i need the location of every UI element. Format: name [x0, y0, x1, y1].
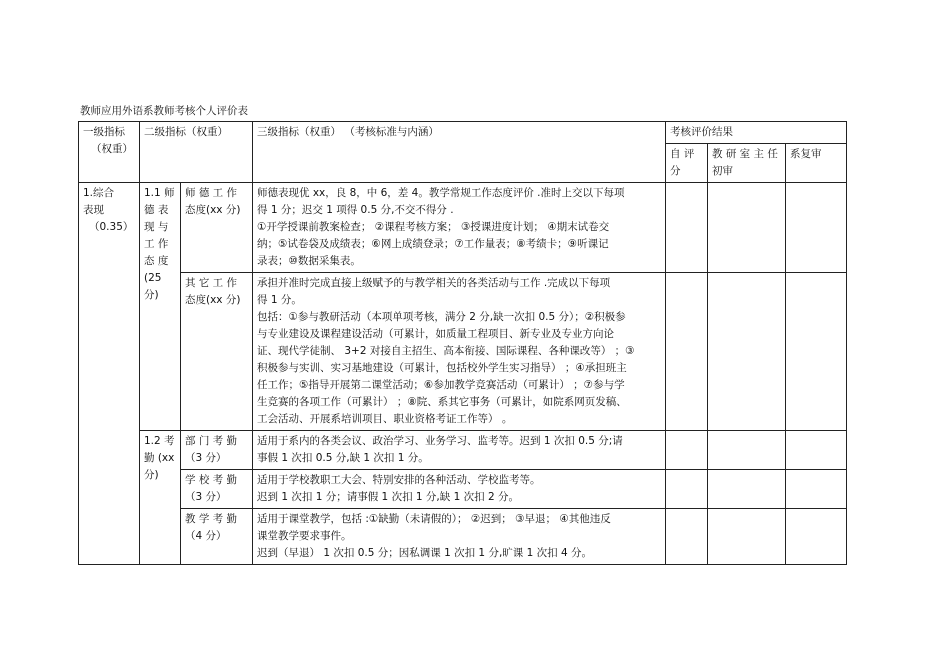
desc-line: 迟到（早退） 1 次扣 0.5 分；因私调课 1 次扣 1 分,旷课 1 次扣 4 分。: [257, 547, 592, 559]
item-school-attendance-desc: [253, 470, 666, 509]
desc-line: 事假 1 次扣 0.5 分,缺 1 次扣 1 分。: [257, 452, 429, 464]
desc-line: 与专业建设及课程建设活动（可累计，如质量工程项目、新专业及专业方向论: [257, 328, 614, 340]
level1-cell: [79, 183, 140, 565]
header-director-review: [708, 144, 786, 183]
self-score-cell[interactable]: [666, 509, 708, 565]
director-review-cell[interactable]: [708, 273, 786, 431]
self-score-cell[interactable]: [666, 431, 708, 470]
item-dept-attendance-name: [181, 431, 253, 470]
desc-line: 录表；⑩数据采集表。: [257, 255, 361, 267]
item-school-attendance-name: [181, 470, 253, 509]
item-dept-name-2: （3 分）: [185, 452, 227, 464]
item-teaching-attendance-name: [181, 509, 253, 565]
group1-label-1: 1.1 师: [144, 187, 175, 199]
desc-line: 师德表现优 xx，良 8，中 6，差 4。教学常规工作态度评价 .准时上交以下每项: [257, 187, 625, 199]
header-self-line2: 分: [670, 165, 681, 177]
desc-line: 承担并准时完成直接上级赋予的与教学相关的各类活动与工作 .完成以下每项: [257, 277, 611, 289]
header-result: 考核评价结果: [666, 122, 847, 144]
desc-line: 工会活动、开展系培训项目、职业资格考证工作等） 。: [257, 413, 513, 425]
item-school-name-1: 学 校 考 勤: [185, 474, 238, 486]
header-level3: 三级指标（权重） （考核标准与内涵）: [253, 122, 666, 183]
item-other-work-desc: [253, 273, 666, 431]
desc-line: 生竞赛的各项工作（可累计） ；⑧院、系其它事务（可累计，如院系网页发稿、: [257, 396, 627, 408]
document-title: 教师应用外语系教师考核个人评价表: [80, 105, 248, 117]
desc-line: 证、现代学徒制、 3+2 对接自主招生、高本衔接、国际课程、各种课改等） ；③: [257, 345, 635, 357]
desc-line: 包括：①参与教研活动（本项单项考核，满分 2 分,缺一次扣 0.5 分）；②积极参: [257, 311, 626, 323]
self-score-cell[interactable]: [666, 273, 708, 431]
group2-label-1: 1.2 考: [144, 435, 175, 447]
group1-label-2: 德 表: [144, 204, 169, 216]
header-self-score: [666, 144, 708, 183]
level2-group2: [140, 431, 181, 565]
dept-review-cell[interactable]: [786, 183, 847, 273]
desc-line: 迟到 1 次扣 1 分；请事假 1 次扣 1 分,缺 1 次扣 2 分。: [257, 491, 519, 503]
level1-line2: 表现: [83, 204, 104, 216]
evaluation-table: [78, 121, 847, 565]
header-dept-review: 系复审: [786, 144, 847, 183]
desc-line: 得 1 分。: [257, 294, 302, 306]
item-ethics-name-1: 师 德 工 作: [185, 187, 238, 199]
item-teaching-attendance-desc: [253, 509, 666, 565]
desc-line: 得 1 分；迟交 1 项得 0.5 分,不交不得分 .: [257, 204, 454, 216]
dept-review-cell[interactable]: [786, 470, 847, 509]
header-level1-label: 一级指标: [83, 126, 125, 138]
header-director-line1: 教 研 室 主 任: [712, 148, 778, 160]
desc-line: 适用于课堂教学，包括 :①缺勤（未请假的）； ②迟到； ③早退； ④其他违反: [257, 513, 611, 525]
group1-label-7: 分): [144, 289, 159, 301]
header-level1-weight: （权重）: [91, 143, 133, 155]
dept-review-cell[interactable]: [786, 431, 847, 470]
dept-review-cell[interactable]: [786, 509, 847, 565]
item-other-name-1: 其 它 工 作: [185, 277, 238, 289]
desc-line: ①开学授课前教案检查； ②课程考核方案； ③授课进度计划； ④期末试卷交: [257, 221, 610, 233]
director-review-cell[interactable]: [708, 183, 786, 273]
level1-line3: （0.35）: [89, 221, 134, 233]
director-review-cell[interactable]: [708, 509, 786, 565]
item-ethics-name-2: 态度(xx 分): [185, 204, 241, 216]
item-dept-name-1: 部 门 考 勤: [185, 435, 238, 447]
self-score-cell[interactable]: [666, 470, 708, 509]
desc-line: 适用于学校教职工大会、特别安排的各种活动、学校监考等。: [257, 474, 541, 486]
group1-label-3: 现 与: [144, 221, 169, 233]
item-other-name-2: 态度(xx 分): [185, 294, 241, 306]
group1-label-6: (25: [144, 272, 162, 284]
item-teaching-name-1: 教 学 考 勤: [185, 513, 238, 525]
desc-line: 积极参与实训、实习基地建设（可累计，包括校外学生实习指导） ；④承担班主: [257, 362, 627, 374]
item-other-work-name: [181, 273, 253, 431]
group2-label-2: 勤 (xx: [144, 452, 175, 464]
desc-line: 纳；⑤试卷袋及成绩表；⑥网上成绩登录；⑦工作量表；⑧考绩卡；⑨听课记: [257, 238, 609, 250]
item-teaching-name-2: （4 分）: [185, 530, 227, 542]
group1-label-4: 工 作: [144, 238, 169, 250]
item-dept-attendance-desc: [253, 431, 666, 470]
header-director-line2: 初审: [712, 165, 733, 177]
header-level1: [79, 122, 140, 183]
item-ethics-name: [181, 183, 253, 273]
director-review-cell[interactable]: [708, 431, 786, 470]
director-review-cell[interactable]: [708, 470, 786, 509]
item-school-name-2: （3 分）: [185, 491, 227, 503]
header-level2: 二级指标（权重）: [140, 122, 253, 183]
dept-review-cell[interactable]: [786, 273, 847, 431]
item-ethics-desc: [253, 183, 666, 273]
level2-group1: [140, 183, 181, 431]
group1-label-5: 态 度: [144, 255, 169, 267]
header-self-line1: 自 评: [670, 148, 695, 160]
desc-line: 课堂教学要求事件。: [257, 530, 352, 542]
group2-label-3: 分): [144, 469, 159, 481]
desc-line: 适用于系内的各类会议、政治学习、业务学习、监考等。迟到 1 次扣 0.5 分;请: [257, 435, 623, 447]
self-score-cell[interactable]: [666, 183, 708, 273]
level1-line1: 1.综合: [83, 187, 115, 199]
desc-line: 任工作；⑤指导开展第二课堂活动；⑥参加教学竞赛活动（可累计） ；⑦参与学: [257, 379, 625, 391]
